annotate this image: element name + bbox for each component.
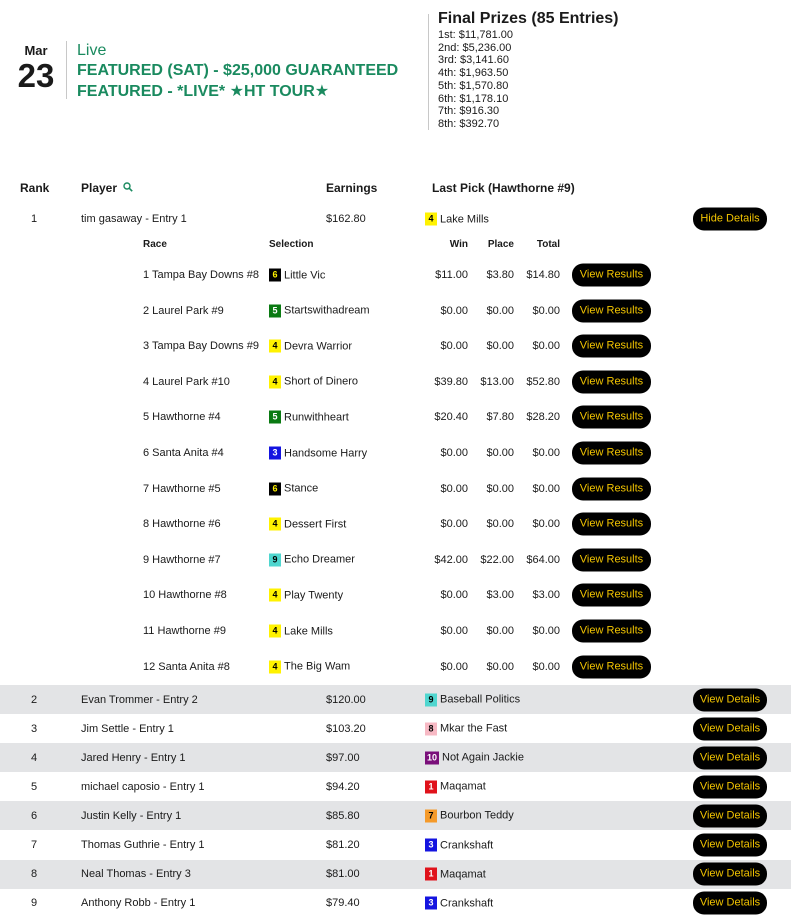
race-place: $0.00: [486, 660, 514, 673]
view-results-button[interactable]: View Results: [572, 370, 651, 393]
row-last-pick: [425, 780, 486, 793]
race-total: $0.00: [532, 482, 560, 495]
race-place: $3.00: [486, 589, 514, 602]
race-place: $22.00: [480, 553, 514, 566]
col-last-pick: Last Pick (Hawthorne #9): [432, 181, 575, 195]
race-row: [0, 365, 791, 399]
program-number-badge: 10: [426, 752, 437, 763]
view-results-button[interactable]: View Results: [572, 513, 651, 536]
race-row: [0, 578, 791, 612]
race-win: $0.00: [440, 304, 468, 317]
view-details-button[interactable]: View Details: [693, 892, 767, 915]
program-number-badge: 3: [269, 447, 281, 460]
row-last-pick: [425, 868, 486, 881]
col-earnings: Earnings: [326, 181, 378, 195]
race-selection: [269, 304, 370, 317]
event-info: [77, 41, 398, 102]
leaderboard-row: [0, 860, 791, 889]
row-earnings: $94.20: [326, 780, 360, 793]
event-title-line1: FEATURED (SAT) - $25,000 GUARANTEED: [77, 62, 399, 79]
event-date: [14, 43, 58, 92]
race-win: $0.00: [440, 340, 468, 353]
program-number-badge: 4: [269, 340, 281, 353]
race-name: 4 Laurel Park #10: [143, 375, 230, 388]
col-rank: Rank: [20, 181, 50, 195]
sub-col-place: Place: [487, 239, 514, 250]
row-player[interactable]: Jared Henry - Entry 1: [81, 751, 186, 764]
race-place: $0.00: [486, 482, 514, 495]
row-last-pick: [425, 809, 514, 822]
leaderboard-row: [0, 743, 791, 772]
view-results-button[interactable]: View Results: [572, 477, 651, 500]
race-total: $0.00: [532, 518, 560, 531]
row-last-pick: [425, 839, 493, 852]
race-place: $0.00: [486, 518, 514, 531]
event-title-line2: FEATURED - *LIVE* ★HT TOUR★: [77, 83, 330, 100]
program-number-badge: 9: [269, 553, 281, 566]
row-earnings: $81.20: [326, 839, 360, 851]
race-place: $13.00: [480, 375, 514, 388]
row-rank: 7: [31, 839, 38, 851]
view-details-button[interactable]: View Details: [693, 688, 767, 711]
race-total: $64.00: [526, 553, 560, 566]
view-details-button[interactable]: View Details: [693, 834, 767, 857]
leaderboard-row-expanded: [0, 206, 791, 232]
view-results-button[interactable]: View Results: [572, 548, 651, 571]
race-row: [0, 543, 791, 577]
header-divider: [66, 41, 67, 99]
program-number-badge: 4: [425, 213, 437, 226]
race-name: 5 Hawthorne #4: [143, 411, 221, 424]
race-place: $3.80: [486, 269, 514, 281]
race-row: [0, 400, 791, 434]
prize-list: [438, 29, 619, 131]
view-results-button[interactable]: View Results: [572, 264, 651, 287]
row-player[interactable]: Evan Trommer - Entry 2: [81, 693, 198, 706]
horse-name: Crankshaft: [440, 839, 494, 851]
race-place: $0.00: [486, 304, 514, 317]
race-row: [0, 294, 791, 328]
horse-name: Runwithheart: [284, 411, 349, 424]
leaderboard-row: [0, 772, 791, 801]
view-results-button[interactable]: View Results: [572, 655, 651, 678]
horse-name: Lake Mills: [440, 213, 489, 225]
prize-item: 4th: $1,963.50: [438, 67, 509, 80]
race-row: [0, 614, 791, 648]
view-results-button[interactable]: View Results: [572, 335, 651, 358]
race-win: $0.00: [440, 589, 468, 602]
horse-name: Not Again Jackie: [442, 751, 524, 764]
row-rank: 3: [31, 722, 38, 735]
race-selection: [269, 553, 355, 566]
race-total: $3.00: [532, 589, 560, 602]
row-earnings: $81.00: [326, 868, 360, 881]
race-name: 1 Tampa Bay Downs #8: [143, 269, 259, 281]
race-selection: [269, 482, 318, 495]
race-name: 6 Santa Anita #4: [143, 447, 224, 459]
race-win: $0.00: [440, 482, 468, 495]
race-selection: [269, 625, 333, 638]
program-number-badge: 1: [425, 780, 437, 793]
view-results-button[interactable]: View Results: [572, 406, 651, 429]
race-win: $0.00: [440, 660, 468, 673]
program-number-badge: 7: [425, 809, 437, 822]
leaderboard-row: [0, 801, 791, 830]
program-number-badge: 6: [269, 269, 281, 282]
race-row: [0, 258, 791, 292]
horse-name: Baseball Politics: [440, 693, 521, 706]
race-name: 9 Hawthorne #7: [143, 553, 221, 566]
row-rank: 8: [31, 868, 38, 881]
race-row: [0, 507, 791, 541]
event-status: Live: [77, 42, 107, 59]
leaderboard-row: [0, 831, 791, 860]
horse-name: Echo Dreamer: [284, 553, 355, 566]
row-last-pick: [425, 722, 507, 735]
row-player[interactable]: Neal Thomas - Entry 3: [81, 868, 191, 881]
leaderboard-row: [0, 685, 791, 714]
horse-name: Handsome Harry: [284, 447, 368, 459]
prize-item: 3rd: $3,141.60: [438, 54, 509, 67]
race-name: 11 Hawthorne #9: [143, 625, 226, 637]
race-win: $0.00: [440, 518, 468, 531]
sub-col-race: Race: [143, 239, 167, 250]
row-last-pick: [425, 897, 493, 910]
view-details-button[interactable]: View Details: [693, 746, 767, 769]
row-earnings: $103.20: [326, 722, 366, 735]
race-place: $0.00: [486, 447, 514, 459]
race-place: $7.80: [486, 411, 514, 424]
race-place: $0.00: [486, 625, 514, 637]
row-rank: 6: [31, 809, 38, 822]
race-win: $11.00: [435, 269, 468, 281]
horse-name: Bourbon Teddy: [440, 809, 514, 822]
program-number-badge: 5: [269, 304, 281, 317]
prize-item: 6th: $1,178.10: [438, 92, 509, 105]
race-name: 8 Hawthorne #6: [143, 518, 221, 531]
race-name: 12 Santa Anita #8: [143, 660, 230, 673]
row-player[interactable]: michael caposio - Entry 1: [81, 780, 205, 793]
race-selection: [269, 589, 343, 602]
program-number-badge: 4: [269, 375, 281, 388]
final-prizes: [438, 10, 619, 131]
view-details-button[interactable]: View Details: [693, 863, 767, 886]
race-total: $0.00: [532, 447, 560, 459]
horse-name: Short of Dinero: [284, 375, 358, 388]
race-row: [0, 329, 791, 363]
race-total: $0.00: [532, 660, 560, 673]
program-number-badge: 5: [269, 411, 281, 424]
view-results-button[interactable]: View Results: [572, 584, 651, 607]
program-number-badge: 1: [425, 868, 437, 881]
race-total: $0.00: [532, 625, 560, 637]
row-player[interactable]: Thomas Guthrie - Entry 1: [81, 839, 205, 851]
prize-item: 1st: $11,781.00: [438, 29, 514, 41]
race-selection: [269, 447, 367, 460]
row-rank: 9: [31, 897, 38, 910]
horse-name: Mkar the Fast: [440, 722, 508, 735]
search-icon[interactable]: [123, 181, 133, 195]
horse-name: Dessert First: [284, 518, 347, 531]
horse-name: Little Vic: [284, 269, 326, 281]
sub-col-total: Total: [536, 239, 560, 250]
row-player[interactable]: Jim Settle - Entry 1: [81, 722, 174, 735]
leaderboard-row: [0, 889, 791, 918]
row-earnings: $85.80: [326, 809, 360, 822]
race-details-header: [0, 239, 791, 253]
horse-name: The Big Wam: [284, 660, 351, 673]
row-rank: 5: [31, 780, 38, 793]
race-name: 7 Hawthorne #5: [143, 482, 221, 495]
prizes-title: Final Prizes (85 Entries): [438, 10, 619, 27]
row-rank: 1: [31, 213, 38, 225]
horse-name: Play Twenty: [284, 589, 344, 602]
program-number-badge: 4: [269, 518, 281, 531]
race-name: 3 Tampa Bay Downs #9: [143, 340, 259, 353]
race-row: [0, 472, 791, 506]
program-number-badge: 9: [425, 693, 437, 706]
prizes-divider: [428, 14, 429, 130]
program-number-badge: 4: [269, 589, 281, 602]
row-last-pick: [425, 751, 524, 764]
race-win: $20.40: [434, 411, 468, 424]
race-name: 10 Hawthorne #8: [143, 589, 227, 602]
race-win: $39.80: [434, 375, 468, 388]
race-selection: [269, 660, 350, 673]
view-results-button[interactable]: View Results: [572, 620, 651, 643]
program-number-badge: 4: [269, 625, 281, 638]
leaderboard-row: [0, 714, 791, 743]
event-day: 23: [17, 57, 55, 94]
row-rank: 4: [31, 751, 38, 764]
row-earnings: $162.80: [326, 213, 366, 225]
view-details-button[interactable]: View Details: [693, 717, 767, 740]
hide-details-button[interactable]: Hide Details: [693, 208, 767, 231]
leaderboard-header: [0, 181, 791, 197]
row-last-pick: [425, 693, 520, 706]
horse-name: Stance: [284, 482, 319, 495]
view-results-button[interactable]: View Results: [572, 299, 651, 322]
race-win: $42.00: [434, 553, 468, 566]
race-place: $0.00: [486, 340, 514, 353]
horse-name: Startswithadream: [284, 304, 370, 317]
prize-item: 2nd: $5,236.00: [438, 41, 512, 54]
horse-name: Lake Mills: [284, 625, 333, 637]
row-player[interactable]: tim gasaway - Entry 1: [81, 213, 187, 225]
program-number-badge: 8: [425, 722, 437, 735]
row-rank: 2: [31, 693, 38, 706]
row-earnings: $97.00: [326, 751, 360, 764]
race-total: $52.80: [526, 375, 560, 388]
horse-name: Maqamat: [440, 868, 486, 881]
row-last-pick: [425, 213, 489, 226]
view-details-button[interactable]: View Details: [693, 775, 767, 798]
view-results-button[interactable]: View Results: [572, 442, 651, 465]
race-total: $0.00: [532, 340, 560, 353]
horse-name: Crankshaft: [440, 897, 494, 910]
race-row: [0, 650, 791, 684]
col-player-label: Player: [81, 181, 118, 195]
race-win: $0.00: [440, 625, 468, 637]
horse-name: Devra Warrior: [284, 340, 353, 353]
race-total: $0.00: [532, 304, 560, 317]
race-selection: [269, 375, 358, 388]
prize-item: 7th: $916.30: [438, 105, 500, 118]
race-row: [0, 436, 791, 470]
race-total: $14.80: [526, 269, 560, 281]
view-details-button[interactable]: View Details: [693, 804, 767, 827]
program-number-badge: 6: [269, 482, 281, 495]
horse-name: Maqamat: [440, 780, 486, 793]
row-player[interactable]: Anthony Robb - Entry 1: [81, 897, 196, 910]
race-selection: [269, 518, 346, 531]
prize-item: 5th: $1,570.80: [438, 79, 509, 92]
row-player[interactable]: Justin Kelly - Entry 1: [81, 809, 182, 822]
race-win: $0.00: [440, 447, 468, 459]
sub-col-win: Win: [449, 239, 468, 250]
event-month: Mar: [24, 43, 48, 58]
sub-col-selection: Selection: [269, 239, 314, 250]
col-player: [81, 181, 117, 195]
race-selection: [269, 411, 349, 424]
program-number-badge: 4: [269, 660, 281, 673]
row-earnings: $120.00: [326, 693, 366, 706]
race-name: 2 Laurel Park #9: [143, 304, 224, 317]
program-number-badge: 3: [425, 897, 437, 910]
race-selection: [269, 269, 325, 282]
race-selection: [269, 340, 352, 353]
race-total: $28.20: [526, 411, 560, 424]
prize-item: 8th: $392.70: [438, 117, 500, 130]
row-earnings: $79.40: [326, 897, 360, 910]
program-number-badge: 3: [425, 839, 437, 852]
